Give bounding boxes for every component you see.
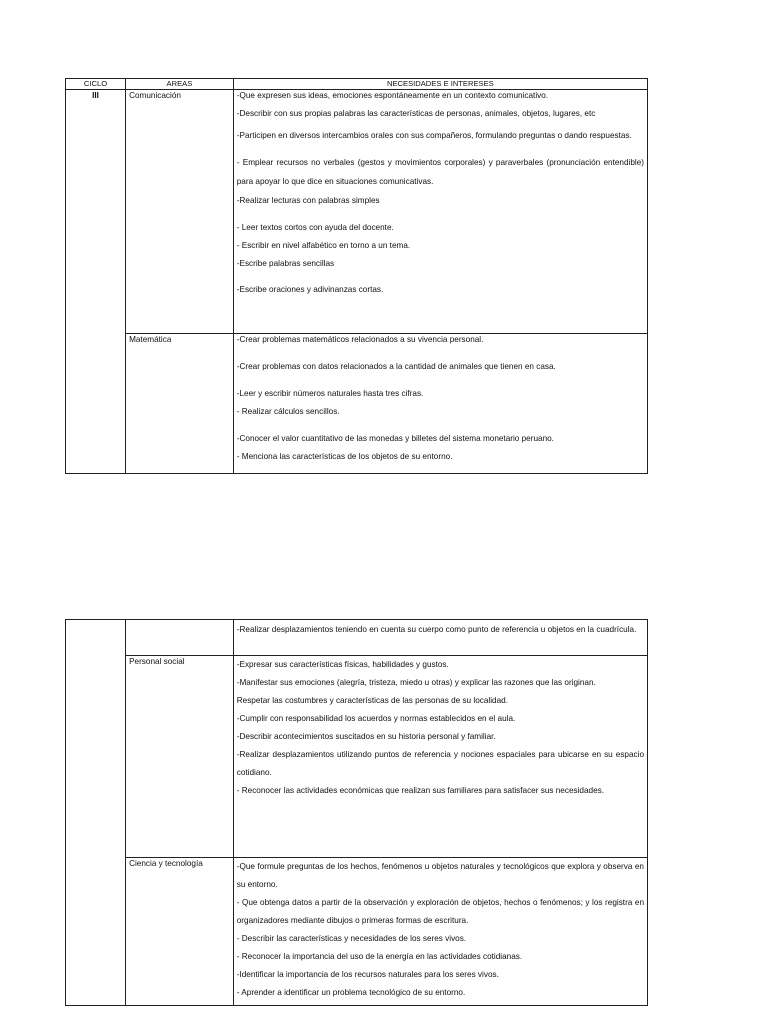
list-item: - Emplear recursos no verbales (gestos y movimientos corporales) y paraverbales (pronunciación entendible) para apoyar lo que dice en situaciones comunicativas.: [236, 158, 644, 186]
list-item: -Describir con sus propias palabras las características de personas, animales, objetos, lugares, etc: [236, 109, 596, 118]
list-item: -Crear problemas matemáticos relacionados a su vivencia personal.: [236, 335, 484, 344]
list-item: - Reconocer las actividades económicas que realizan sus familiares para satisfacer sus necesidades.: [236, 786, 605, 795]
list-item: -Expresar sus características físicas, habilidades y gustos.: [236, 660, 449, 669]
table-row-continuation: [66, 620, 648, 656]
list-item: -Crear problemas con datos relacionados a la cantidad de animales que tienen en casa.: [236, 362, 556, 371]
table-row-ciencia: [66, 858, 648, 1006]
list-item: -Describir acontecimientos suscitados en su historia personal y familiar.: [236, 732, 496, 741]
list-item: - Aprender a identificar un problema tecnológico de su entorno.: [236, 988, 466, 997]
ciclo-cell-empty: [66, 620, 126, 1006]
needs-cell-personal-social: [233, 656, 647, 858]
list-item: -Participen en diversos intercambios orales con sus compañeros, formulando preguntas o dando respuestas.: [236, 131, 632, 140]
list-item: -Escribe palabras sencillas: [236, 259, 335, 268]
list-item: -Cumplir con responsabilidad los acuerdos y normas establecidos en el aula.: [236, 714, 516, 723]
list-item: - Que obtenga datos a partir de la observación y exploración de objetos, hechos o fenómenos; y los registra en organizadores mediante dibujos o primeras formas de escritura.: [236, 898, 644, 925]
area-personal-social: Personal social: [126, 656, 234, 858]
header-necesidades: NECESIDADES E INTERESES: [233, 79, 647, 90]
list-item: -Realizar desplazamientos utilizando puntos de referencia y nociones espaciales para ubicarse en su espacio cotidiano.: [236, 750, 644, 777]
table-row-personal-social: [66, 656, 648, 858]
area-matematica: Matemática: [126, 334, 234, 474]
table-row-comunicacion: [66, 90, 648, 334]
list-item: -Que formule preguntas de los hechos, fenómenos u objetos naturales y tecnológicos que explora y observa en su entorno.: [236, 862, 644, 889]
list-item: -Realizar desplazamientos teniendo en cuenta su cuerpo como punto de referencia u objetos en la cuadrícula.: [236, 625, 637, 634]
list-item: - Reconocer la importancia del uso de la energía en las actividades cotidianas.: [236, 952, 523, 961]
area-empty: [126, 620, 234, 656]
header-row: [66, 79, 648, 90]
area-ciencia: Ciencia y tecnología: [126, 858, 234, 1006]
header-ciclo: CICLO: [66, 79, 126, 90]
list-item: - Menciona las características de los objetos de su entorno.: [236, 452, 453, 461]
list-item: -Leer y escribir números naturales hasta tres cifras.: [236, 389, 424, 398]
list-item: -Identificar la importancia de los recursos naturales para los seres vivos.: [236, 970, 499, 979]
needs-cell-matematica: [233, 334, 647, 474]
area-comunicacion: Comunicación: [126, 90, 234, 334]
needs-cell-continuation: [233, 620, 647, 656]
needs-cell-ciencia: [233, 858, 647, 1006]
list-item: - Realizar cálculos sencillos.: [236, 407, 340, 416]
list-item: -Realizar lecturas con palabras simples: [236, 196, 380, 205]
needs-table-page-2: [65, 619, 648, 1006]
list-item: -Que expresen sus ideas, emociones espontáneamente en un contexto comunicativo.: [236, 91, 549, 100]
needs-table-page-1: [65, 78, 648, 474]
needs-cell-comunicacion: [233, 90, 647, 334]
list-item: - Leer textos cortos con ayuda del docente.: [236, 223, 394, 232]
list-item: Respetar las costumbres y características de las personas de su localidad.: [236, 696, 508, 705]
list-item: - Escribir en nivel alfabético en torno a un tema.: [236, 241, 411, 250]
header-areas: AREAS: [126, 79, 234, 90]
list-item: -Manifestar sus emociones (alegría, tristeza, miedo u otras) y explicar las razones que las originan.: [236, 678, 596, 687]
ciclo-cell: III: [66, 90, 126, 474]
list-item: -Escribe oraciones y adivinanzas cortas.: [236, 285, 384, 294]
table-row-matematica: [66, 334, 648, 474]
list-item: -Conocer el valor cuantitativo de las monedas y billetes del sistema monetario peruano.: [236, 434, 554, 443]
list-item: - Describir las características y necesidades de los seres vivos.: [236, 934, 467, 943]
